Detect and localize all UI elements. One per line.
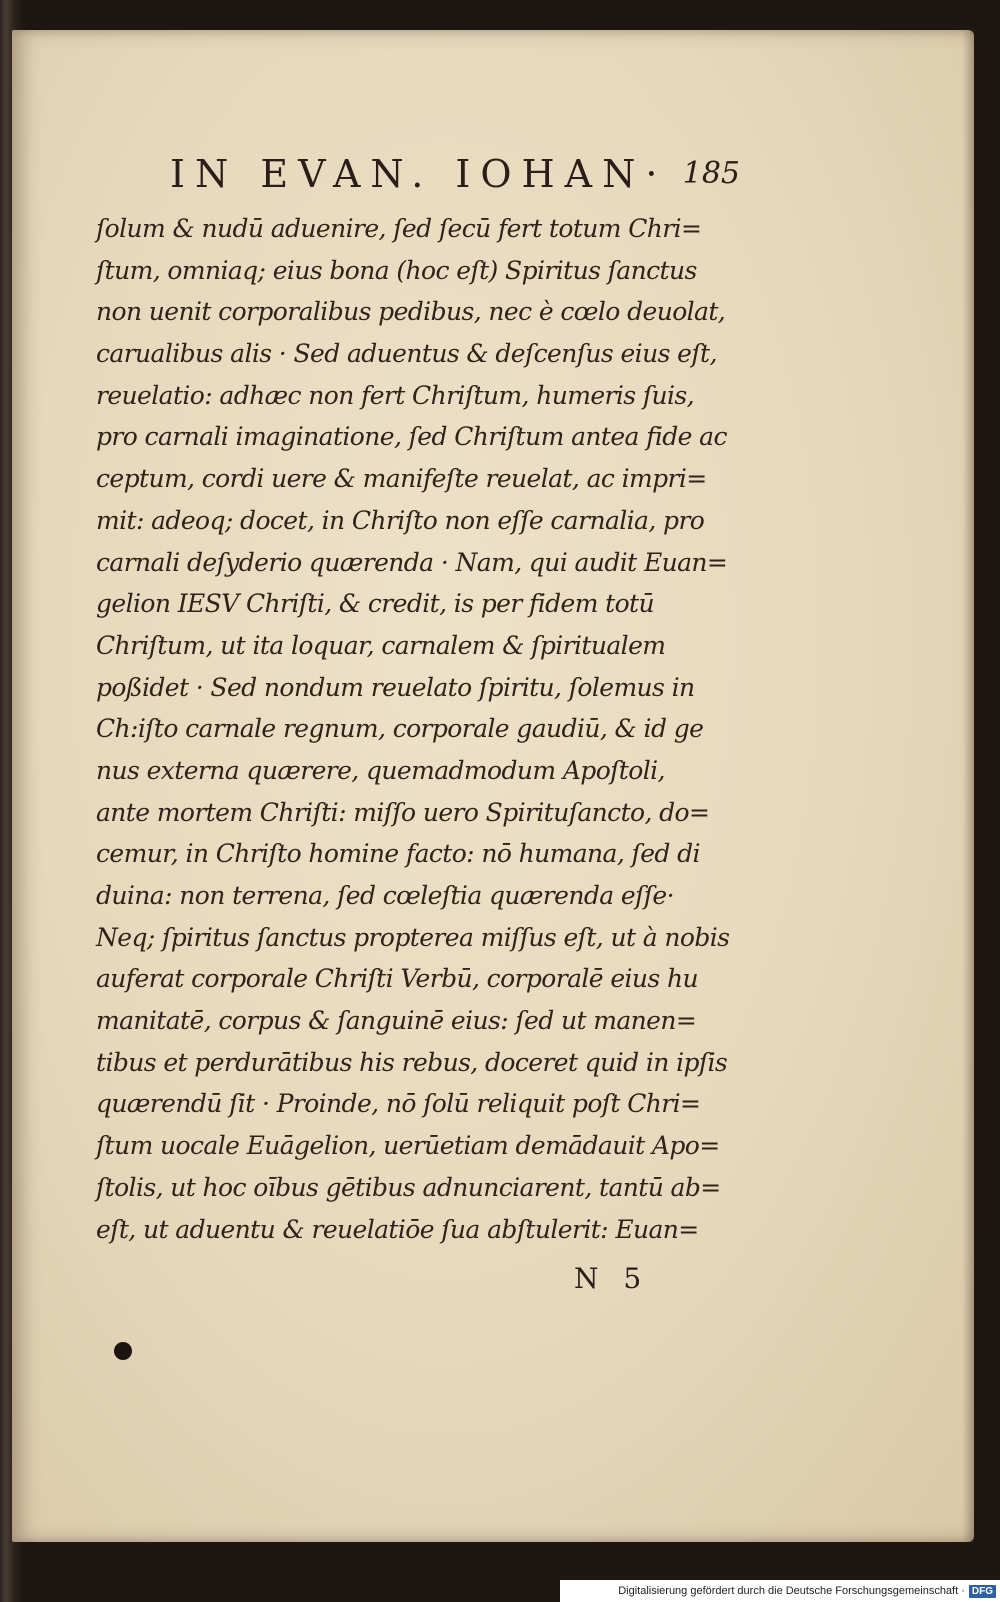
text-line: Neq; ſpiritus ſanctus propterea miſſus eſt, ut à nobis bbox=[96, 922, 730, 952]
book-page bbox=[12, 30, 974, 1542]
text-line: manitatē, corpus & ſanguinē eius: ſed ut manen= bbox=[96, 1006, 697, 1036]
text-line: pro carnali imaginatione, ſed Chriſtum antea fide ac bbox=[96, 422, 727, 452]
page-header bbox=[170, 152, 740, 202]
signature-mark: N 5 bbox=[574, 1262, 650, 1295]
text-line: carnali deſyderio quærenda · Nam, qui audit Euan= bbox=[96, 547, 728, 577]
text-line: cemur, in Chriſto homine facto: nō humana, ſed di bbox=[96, 839, 700, 869]
text-line: duina: non terrena, ſed cœleſtia quærenda eſſe· bbox=[96, 881, 674, 910]
text-line: quærendū ſit · Proinde, nō ſolū reliquit poſt Chri= bbox=[96, 1089, 701, 1119]
text-line: mit: adeoq; docet, in Chriſto non eſſe carnalia, pro bbox=[96, 505, 705, 535]
text-line: tibus et perdurātibus his rebus, doceret quid in ipſis bbox=[96, 1047, 728, 1077]
text-line: ſtum uocale Euāgelion, uerūetiam demādauit Apo= bbox=[96, 1131, 720, 1161]
text-line: non uenit corporalibus pedibus, nec è cœlo deuolat, bbox=[96, 297, 726, 327]
text-line: Chriſtum, ut ita loquar, carnalem & ſpiritualem bbox=[96, 630, 666, 660]
text-line: Ch:iſto carnale regnum, corporale gaudiū, & id ge bbox=[96, 714, 704, 744]
ink-spot bbox=[114, 1342, 132, 1360]
text-line: nus externa quærere, quemadmodum Apoſtoli, bbox=[96, 755, 665, 785]
text-line: eſt, ut aduentu & reuelatiōe ſua abſtulerit: Euan= bbox=[96, 1214, 699, 1244]
page-number: 185 bbox=[682, 156, 740, 191]
text-line: ſtolis, ut hoc oībus gētibus adnunciarent, tantū ab= bbox=[96, 1172, 721, 1202]
text-line: ceptum, cordi uere & manifeſte reuelat, ac impri= bbox=[96, 464, 707, 494]
text-line: ſtum, omniaq; eius bona (hoc eſt) Spiritus ſanctus bbox=[96, 255, 697, 285]
text-line: poßidet · Sed nondum reuelato ſpiritu, ſolemus in bbox=[96, 672, 695, 702]
funding-credit: Digitalisierung gefördert durch die Deutsche Forschungsgemeinschaft · bbox=[618, 1585, 965, 1597]
body-text bbox=[96, 208, 736, 1250]
dfg-logo-icon: DFG bbox=[969, 1585, 996, 1598]
text-line: gelion IESV Chriſti, & credit, is per fidem totū bbox=[96, 589, 655, 619]
text-line: ante mortem Chriſti: miſſo uero Spirituſancto, do= bbox=[96, 797, 710, 827]
digitization-footer bbox=[560, 1580, 1000, 1602]
text-line: ſolum & nudū aduenire, ſed ſecū fert totum Chri= bbox=[96, 214, 702, 243]
text-line: auferat corporale Chriſti Verbū, corporalē eius hu bbox=[96, 964, 698, 994]
running-title: IN EVAN. IOHAN· bbox=[170, 152, 668, 196]
text-line: carualibus alis · Sed aduentus & deſcenſus eius eſt, bbox=[96, 339, 717, 369]
text-line: reuelatio: adhæc non fert Chriſtum, humeris ſuis, bbox=[96, 380, 694, 410]
